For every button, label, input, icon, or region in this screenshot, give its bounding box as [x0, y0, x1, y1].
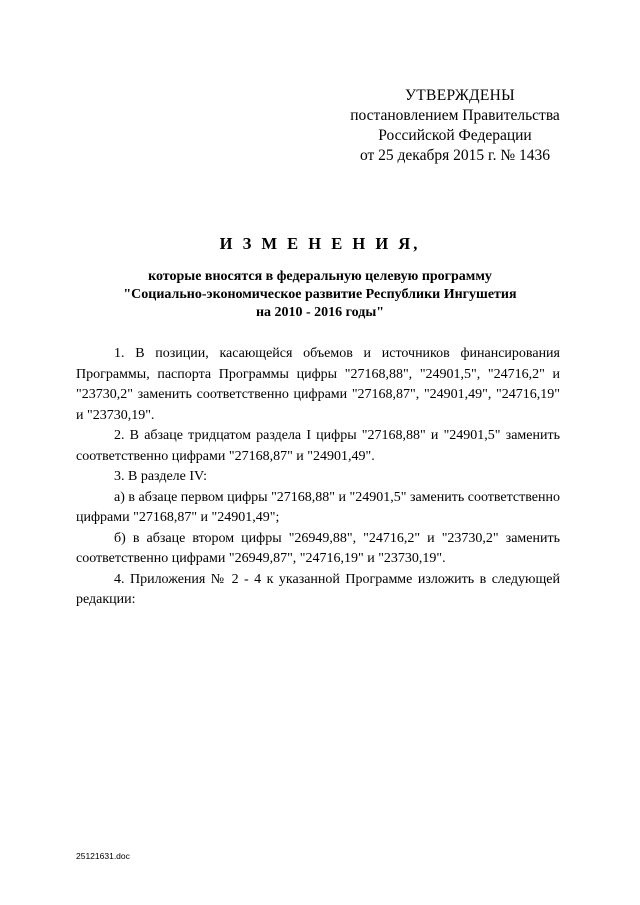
approval-line-2: Российской Федерации	[378, 127, 532, 144]
document-body	[76, 344, 560, 611]
paragraph-3: 3. В разделе IV:	[114, 469, 207, 484]
paragraph-1: 1. В позиции, касающейся объемов и источников финансирования Программы, паспорта Программы цифры "27168,88", "24901,5", "24716,2" и "23730,2" заменить соответственно цифрами "27168,87", "24901,49", "24716,19" и "23730,19".	[76, 346, 560, 423]
document-file-name: 25121631.doc	[76, 851, 130, 861]
paragraph-6: 4. Приложения № 2 - 4 к указанной Программе изложить в следующей редакции:	[76, 571, 560, 607]
paragraph-2: 2. В абзаце тридцатом раздела I цифры "27168,88" и "24901,5" заменить соответственно цифрами "27168,87" и "24901,49".	[76, 428, 560, 464]
heading-line-3: на 2010 - 2016 годы"	[255, 305, 385, 320]
approval-line-1: постановлением Правительства	[350, 107, 560, 124]
heading-line-2: "Социально-экономическое развитие Республики Ингушетия	[123, 287, 517, 302]
approval-title: УТВЕРЖДЕНЫ	[405, 87, 515, 104]
document-heading	[60, 233, 580, 322]
paragraph-5: б) в абзаце втором цифры "26949,88", "24716,2" и "23730,2" заменить соответственно цифрами "26949,87", "24716,19" и "23730,19".	[76, 530, 560, 566]
approval-line-3: от 25 декабря 2015 г. № 1436	[359, 147, 551, 164]
approval-stamp	[340, 86, 570, 166]
document-title: И З М Е Н Е Н И Я,	[219, 234, 421, 253]
heading-line-1: которые вносятся в федеральную целевую программу	[148, 269, 492, 284]
paragraph-4: а) в абзаце первом цифры "27168,88" и "24901,5" заменить соответственно цифрами "27168,87" и "24901,49";	[76, 489, 560, 525]
